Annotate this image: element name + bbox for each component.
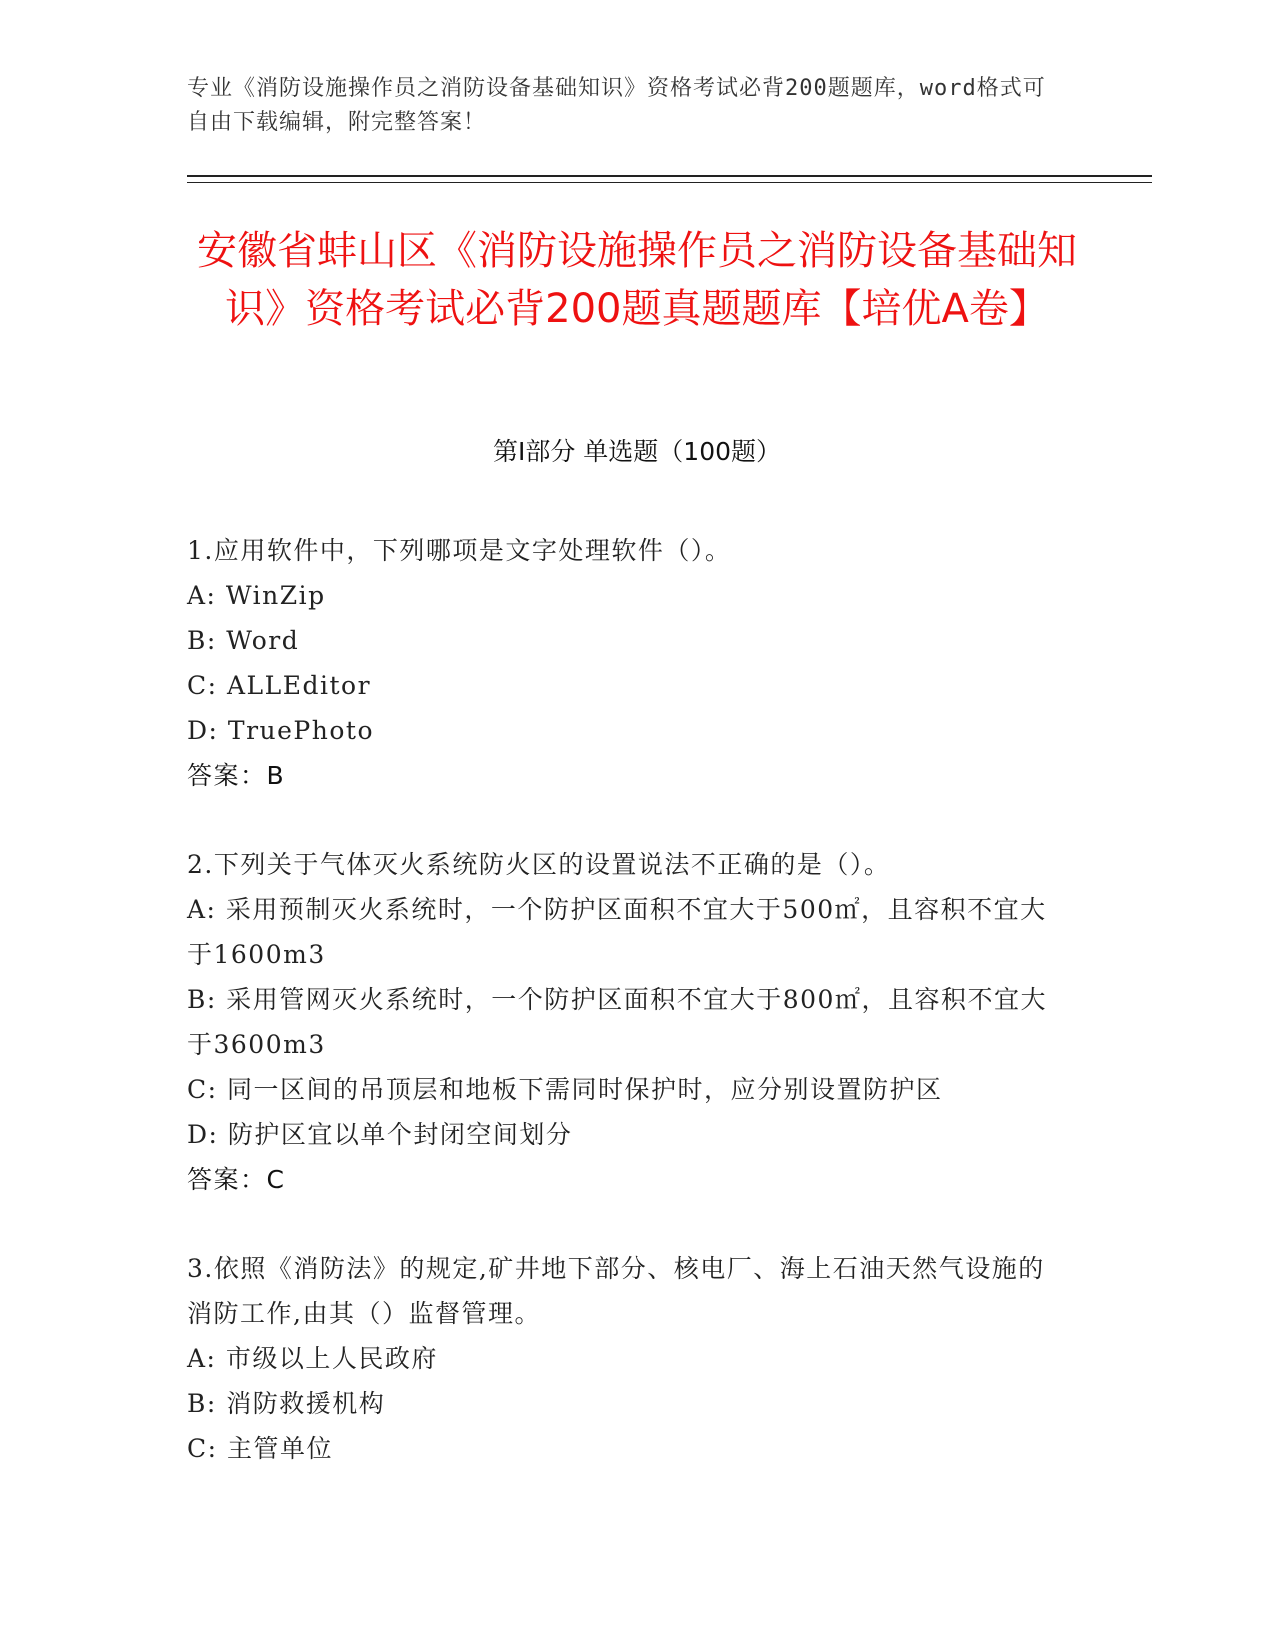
header-note: 专业《消防设施操作员之消防设备基础知识》资格考试必背200题题库，word格式可自由下载编辑，附完整答案！ bbox=[187, 76, 1046, 135]
option-c: C: 主管单位 bbox=[187, 1434, 333, 1463]
answer-key: 答案：C bbox=[187, 1165, 286, 1194]
question-1 bbox=[187, 528, 1067, 798]
option-d: D: TruePhoto bbox=[187, 716, 375, 745]
question-3 bbox=[187, 1246, 1067, 1471]
question-list bbox=[187, 528, 1067, 1515]
option-b: B: 消防救援机构 bbox=[187, 1389, 386, 1418]
option-a: A: WinZip bbox=[187, 581, 326, 610]
option-a: A: 采用预制灭火系统时，一个防护区面积不宜大于500㎡，且容积不宜大于1600m3 bbox=[187, 895, 1047, 969]
question-stem: 2.下列关于气体灭火系统防火区的设置说法不正确的是（）。 bbox=[187, 850, 891, 879]
option-c: C: ALLEditor bbox=[187, 671, 372, 700]
header-divider-thin bbox=[187, 182, 1152, 183]
option-b: B: Word bbox=[187, 626, 300, 655]
answer-key: 答案：B bbox=[187, 761, 286, 790]
option-c: C: 同一区间的吊顶层和地板下需同时保护时，应分别设置防护区 bbox=[187, 1075, 943, 1104]
option-b: B: 采用管网灭火系统时，一个防护区面积不宜大于800㎡，且容积不宜大于3600m3 bbox=[187, 985, 1047, 1059]
option-a: A: 市级以上人民政府 bbox=[187, 1344, 438, 1373]
section-heading: 第I部分 单选题（100题） bbox=[492, 437, 782, 466]
question-stem: 3.依照《消防法》的规定,矿井地下部分、核电厂、海上石油天然气设施的消防工作,由其（）监督管理。 bbox=[187, 1254, 1045, 1328]
header-divider-thick bbox=[187, 175, 1152, 177]
option-d: D: 防护区宜以单个封闭空间划分 bbox=[187, 1120, 573, 1149]
question-stem: 1.应用软件中，下列哪项是文字处理软件（）。 bbox=[187, 536, 732, 565]
question-2 bbox=[187, 842, 1067, 1202]
document-title: 安徽省蚌山区《消防设施操作员之消防设备基础知识》资格考试必背200题真题题库【培优A卷】 bbox=[197, 228, 1077, 332]
